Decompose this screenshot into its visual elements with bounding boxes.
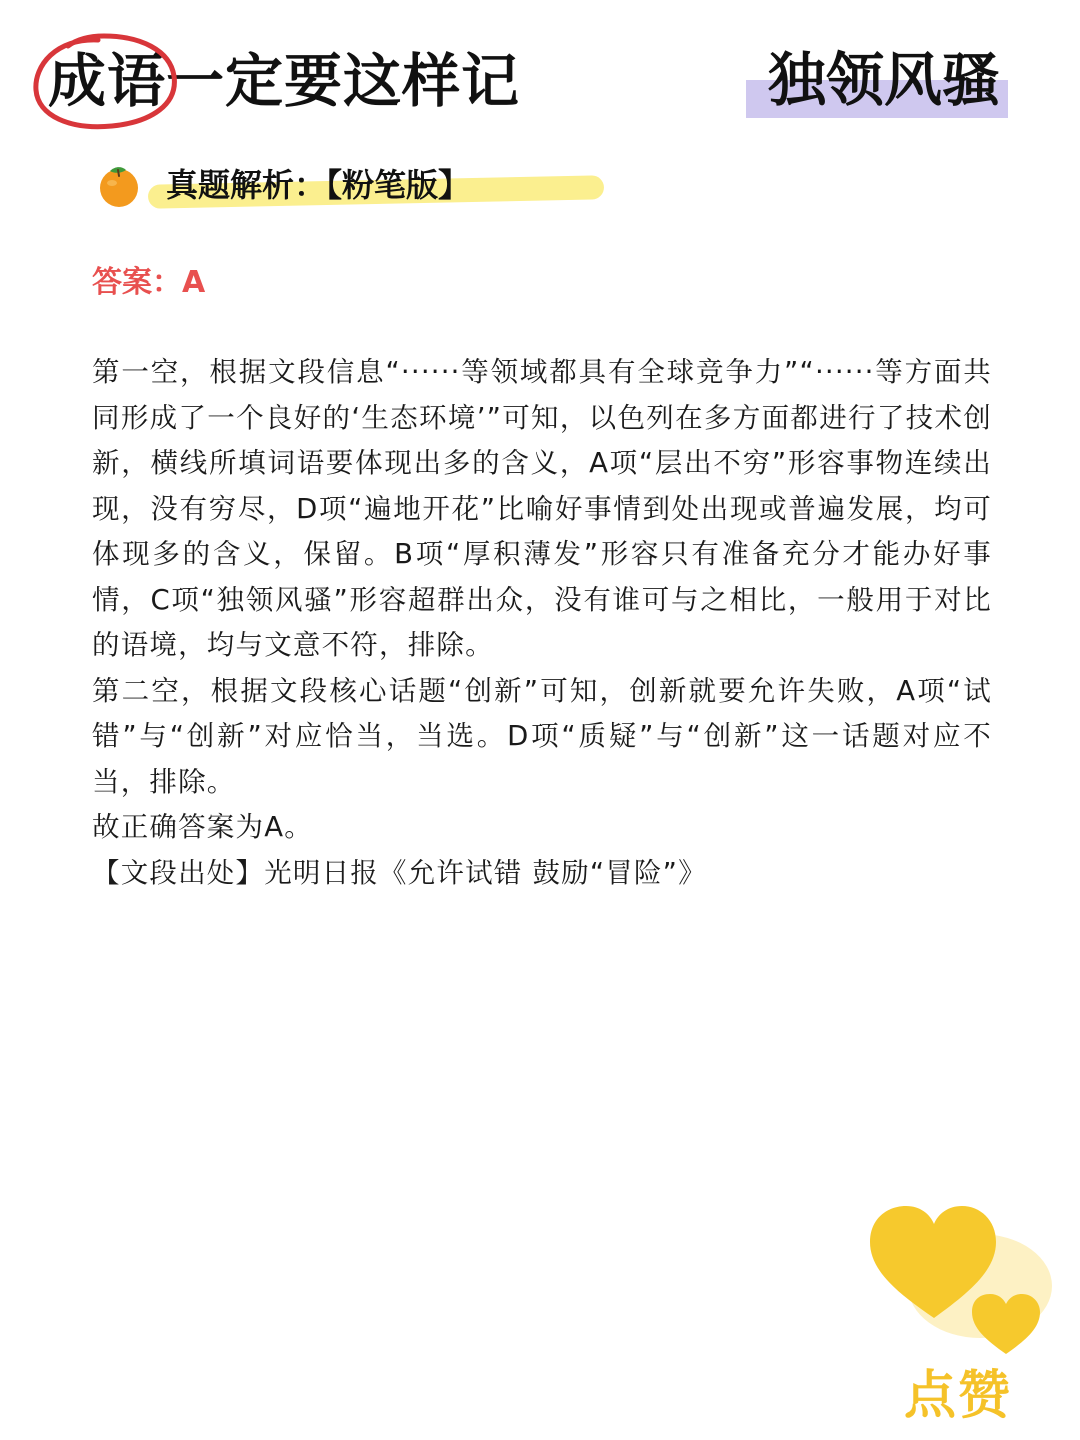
- paragraph-source: 【文段出处】光明日报《允许试错 鼓励“冒险”》: [92, 856, 707, 889]
- answer-label: 答案：A: [92, 265, 206, 300]
- orange-icon: [96, 162, 142, 208]
- like-badge[interactable]: [862, 1200, 1062, 1435]
- idiom-title: 独领风骚: [768, 46, 1001, 114]
- analysis-text: [92, 350, 992, 896]
- like-label: 点赞: [904, 1366, 1013, 1426]
- idiom-tag: [746, 44, 1008, 118]
- section-label: 真题解析：【粉笔版】: [166, 166, 471, 204]
- section-heading: [96, 160, 526, 210]
- series-title: 成语一定要这样记: [48, 47, 521, 115]
- heart-icon: [862, 1200, 1062, 1370]
- paragraph-conclusion: 故正确答案为A。: [92, 811, 313, 843]
- paragraph-first-blank: 第一空，根据文段信息“······等领域都具有全球竞争力”“······等方面共同形成了一个良好的‘生态环境’”可知，以色列在多方面都进行了技术创新，横线所填词语要体现出多的含义，A项“层出不穷”形容事物连续出现，没有穷尽，D项“遍地开花”比喻好事情到处出现或普遍发展，均可体现多的含义，保留。B项“厚积薄发”形容只有准备充分才能办好事情，C项“独领风骚”形容超群出众，没有谁可与之相比，一般用于对比的语境，均与文意不符，排除。: [92, 356, 992, 661]
- paragraph-second-blank: 第二空，根据文段核心话题“创新”可知，创新就要允许失败，A项“试错”与“创新”对应恰当，当选。D项“质疑”与“创新”这一话题对应不当，排除。: [92, 674, 992, 798]
